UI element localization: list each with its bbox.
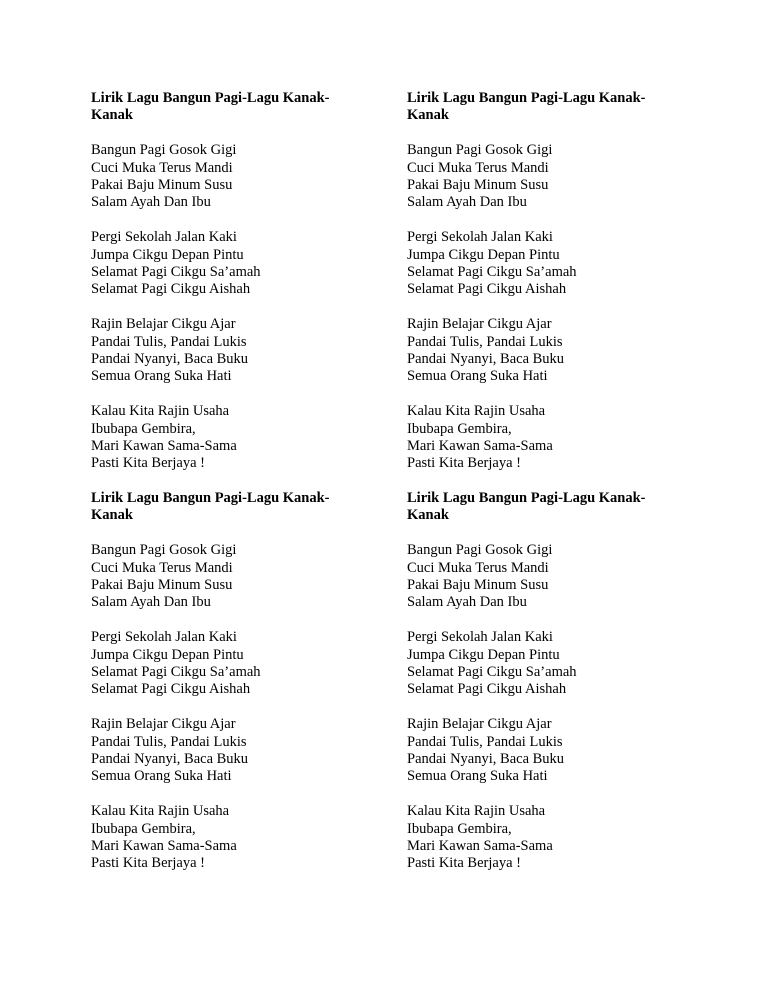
lyric-line: Jumpa Cikgu Depan Pintu [91, 646, 244, 663]
lyric-line: Jumpa Cikgu Depan Pintu [407, 246, 560, 263]
lyric-line: Pakai Baju Minum Susu [91, 177, 233, 194]
lyric-line: Pandai Nyanyi, Baca Buku [91, 751, 249, 768]
lyric-line: Salam Ayah Dan Ibu [407, 594, 527, 611]
lyric-line: Cuci Muka Terus Mandi [407, 159, 549, 176]
lyrics-title [407, 90, 677, 125]
stanza [91, 542, 361, 612]
stanza [91, 316, 361, 386]
lyric-line: Selamat Pagi Cikgu Sa’amah [91, 664, 261, 681]
lyric-line: Jumpa Cikgu Depan Pintu [91, 246, 244, 263]
lyric-line: Pandai Nyanyi, Baca Buku [91, 351, 249, 368]
lyrics-block [91, 90, 361, 473]
lyric-line: Kalau Kita Rajin Usaha [407, 803, 546, 820]
lyric-line: Semua Orang Suka Hati [407, 768, 548, 785]
title-line: Kanak [91, 107, 133, 124]
lyric-line: Semua Orang Suka Hati [91, 768, 232, 785]
stanza [91, 629, 361, 699]
lyric-line: Rajin Belajar Cikgu Ajar [407, 716, 552, 733]
lyric-line: Pergi Sekolah Jalan Kaki [91, 629, 237, 646]
lyrics-title [91, 90, 361, 125]
lyric-line: Pakai Baju Minum Susu [407, 177, 549, 194]
lyric-line: Mari Kawan Sama-Sama [407, 438, 553, 455]
title-line: Lirik Lagu Bangun Pagi-Lagu Kanak- [407, 90, 646, 106]
lyric-line: Kalau Kita Rajin Usaha [407, 403, 546, 420]
stanza [91, 142, 361, 212]
lyric-line: Selamat Pagi Cikgu Aishah [91, 681, 251, 698]
lyric-line: Pandai Nyanyi, Baca Buku [407, 351, 565, 368]
lyric-line: Cuci Muka Terus Mandi [407, 559, 549, 576]
lyric-line: Kalau Kita Rajin Usaha [91, 803, 230, 820]
lyric-line: Semua Orang Suka Hati [91, 368, 232, 385]
lyric-line: Cuci Muka Terus Mandi [91, 559, 233, 576]
lyric-line: Ibubapa Gembira, [91, 820, 196, 837]
lyric-line: Cuci Muka Terus Mandi [91, 159, 233, 176]
lyric-line: Bangun Pagi Gosok Gigi [407, 542, 553, 559]
lyric-line: Pandai Nyanyi, Baca Buku [407, 751, 565, 768]
lyric-line: Jumpa Cikgu Depan Pintu [407, 646, 560, 663]
stanza [91, 803, 361, 873]
lyric-line: Rajin Belajar Cikgu Ajar [407, 316, 552, 333]
lyric-line: Mari Kawan Sama-Sama [91, 438, 237, 455]
lyric-line: Mari Kawan Sama-Sama [91, 838, 237, 855]
stanza [407, 403, 677, 473]
stanza [91, 403, 361, 473]
stanza [407, 316, 677, 386]
lyric-line: Pergi Sekolah Jalan Kaki [407, 229, 553, 246]
lyric-line: Pandai Tulis, Pandai Lukis [91, 333, 247, 350]
lyric-line: Selamat Pagi Cikgu Aishah [91, 281, 251, 298]
title-line: Kanak [407, 107, 449, 124]
lyric-line: Selamat Pagi Cikgu Aishah [407, 681, 567, 698]
lyric-line: Rajin Belajar Cikgu Ajar [91, 316, 236, 333]
lyrics-block [407, 490, 677, 873]
lyric-line: Pasti Kita Berjaya ! [91, 455, 205, 472]
lyric-line: Pasti Kita Berjaya ! [91, 855, 205, 872]
title-line: Kanak [91, 507, 133, 524]
lyric-line: Pergi Sekolah Jalan Kaki [91, 229, 237, 246]
lyric-line: Bangun Pagi Gosok Gigi [91, 142, 237, 159]
lyric-line: Ibubapa Gembira, [407, 820, 512, 837]
stanza [407, 142, 677, 212]
lyric-line: Ibubapa Gembira, [407, 420, 512, 437]
lyric-line: Selamat Pagi Cikgu Sa’amah [91, 264, 261, 281]
lyric-line: Pandai Tulis, Pandai Lukis [407, 333, 563, 350]
title-line: Kanak [407, 507, 449, 524]
title-line: Lirik Lagu Bangun Pagi-Lagu Kanak- [407, 490, 646, 506]
lyric-line: Pakai Baju Minum Susu [407, 577, 549, 594]
lyric-line: Ibubapa Gembira, [91, 420, 196, 437]
lyric-line: Pasti Kita Berjaya ! [407, 855, 521, 872]
lyrics-block [91, 490, 361, 873]
lyric-line: Kalau Kita Rajin Usaha [91, 403, 230, 420]
lyric-line: Pergi Sekolah Jalan Kaki [407, 629, 553, 646]
lyric-line: Rajin Belajar Cikgu Ajar [91, 716, 236, 733]
lyrics-block [407, 90, 677, 473]
stanza [91, 229, 361, 299]
lyric-line: Salam Ayah Dan Ibu [407, 194, 527, 211]
stanza [407, 229, 677, 299]
lyrics-title [407, 490, 677, 525]
stanza [407, 716, 677, 786]
lyric-line: Bangun Pagi Gosok Gigi [91, 542, 237, 559]
stanza [407, 629, 677, 699]
lyric-line: Selamat Pagi Cikgu Sa’amah [407, 664, 577, 681]
title-line: Lirik Lagu Bangun Pagi-Lagu Kanak- [91, 90, 330, 106]
lyric-line: Pakai Baju Minum Susu [91, 577, 233, 594]
stanza [407, 803, 677, 873]
lyric-line: Selamat Pagi Cikgu Aishah [407, 281, 567, 298]
lyric-line: Selamat Pagi Cikgu Sa’amah [407, 264, 577, 281]
stanza [407, 542, 677, 612]
stanza [91, 716, 361, 786]
lyric-line: Bangun Pagi Gosok Gigi [407, 142, 553, 159]
lyric-line: Mari Kawan Sama-Sama [407, 838, 553, 855]
lyric-line: Pandai Tulis, Pandai Lukis [407, 733, 563, 750]
title-line: Lirik Lagu Bangun Pagi-Lagu Kanak- [91, 490, 330, 506]
lyric-line: Salam Ayah Dan Ibu [91, 194, 211, 211]
lyric-line: Salam Ayah Dan Ibu [91, 594, 211, 611]
lyrics-title [91, 490, 361, 525]
lyric-line: Semua Orang Suka Hati [407, 368, 548, 385]
lyric-line: Pasti Kita Berjaya ! [407, 455, 521, 472]
lyric-line: Pandai Tulis, Pandai Lukis [91, 733, 247, 750]
